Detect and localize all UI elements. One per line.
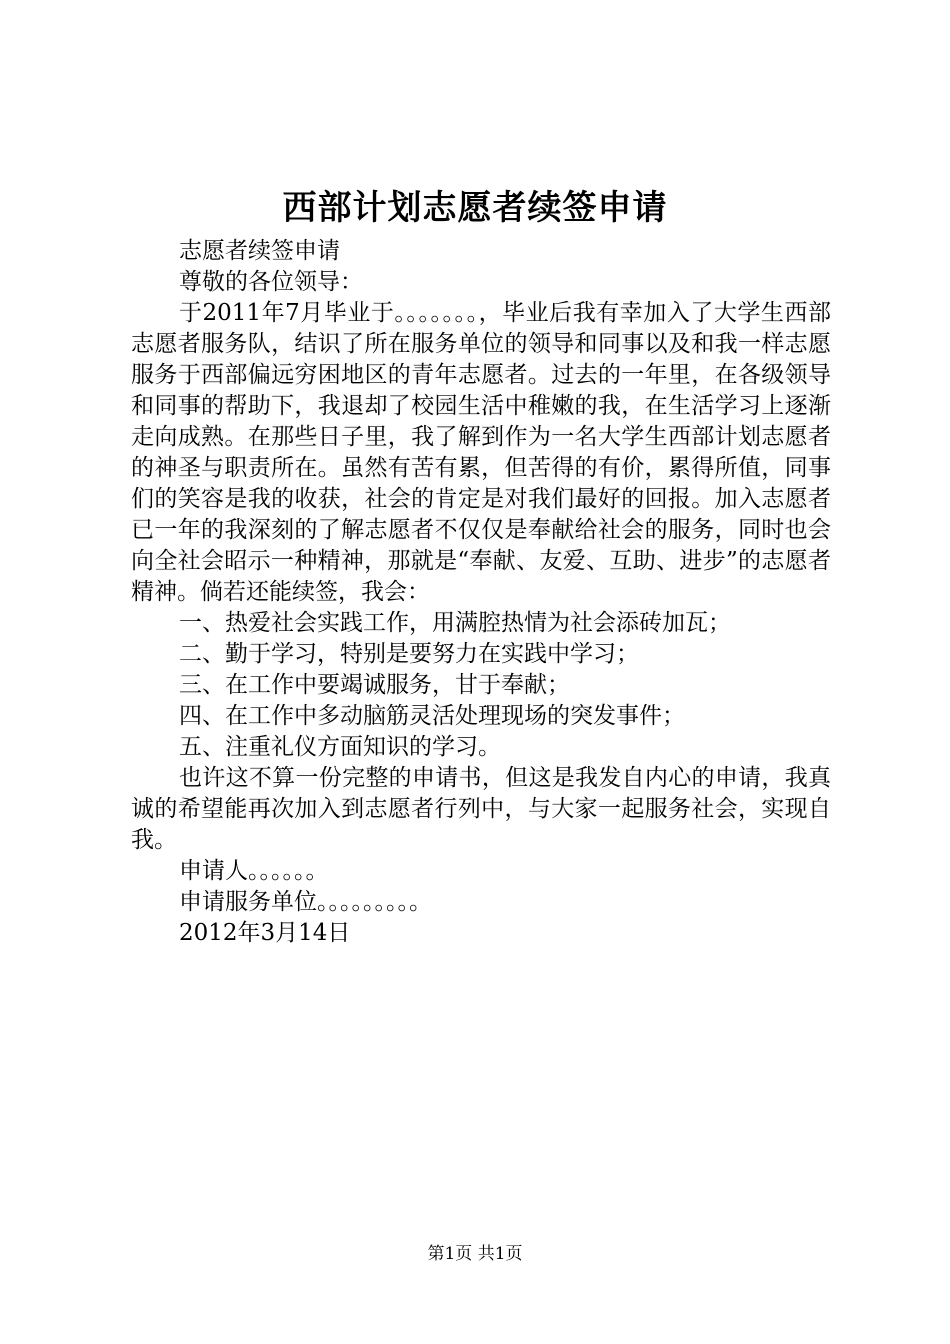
- service-unit-line: 申请服务单位。。。。。。。。。: [179, 889, 432, 915]
- subject-line: 志愿者续签申请: [179, 238, 340, 264]
- applicant-line: 申请人。。。。。。: [179, 858, 329, 884]
- body-paragraph-main: 于2011年7月毕业于。。。。。。。，毕业后我有幸加入了大学生西部志愿者服务队，结识了所在服务单位的领导和同事以及和我一样志愿服务于西部偏远穷困地区的青年志愿者。过去的一年里，在各级领导和同事的帮助下，我退却了校园生活中稚嫩的我，在生活学习上逐渐走向成熟。在那些日子里，我了解到作为一名大学生西部计划志愿者的神圣与职责所在。虽然有苦有累，但苦得的有价，累得所值，同事们的笑容是我的收获，社会的肯定是对我们最好的回报。加入志愿者已一年的我深刻的了解志愿者不仅仅是奉献给社会的服务，同时也会向全社会昭示一种精神，那就是“奉献、友爱、互助、进步”的志愿者精神。倘若还能续签，我会：: [131, 300, 831, 605]
- salutation: 尊敬的各位领导：: [179, 269, 363, 295]
- closing-paragraph: 也许这不算一份完整的申请书，但这是我发自内心的申请，我真诚的希望能再次加入到志愿者行列中，与大家一起服务社会，实现自我。: [131, 765, 831, 853]
- pledge-item-2: 二、勤于学习，特别是要努力在实践中学习；: [179, 641, 639, 667]
- pledge-item-3: 三、在工作中要竭诚服务，甘于奉献；: [179, 672, 570, 698]
- pledge-item-1: 一、热爱社会实践工作，用满腔热情为社会添砖加瓦；: [179, 610, 731, 636]
- date-line: 2012年3月14日: [179, 920, 351, 946]
- pledge-item-4: 四、在工作中多动脑筋灵活处理现场的突发事件；: [179, 703, 685, 729]
- document-body: [131, 236, 831, 949]
- page-footer: 第1页 共1页: [427, 1244, 523, 1264]
- document-title: 西部计划志愿者续签申请: [282, 188, 668, 228]
- pledge-item-5: 五、注重礼仪方面知识的学习。: [179, 734, 501, 760]
